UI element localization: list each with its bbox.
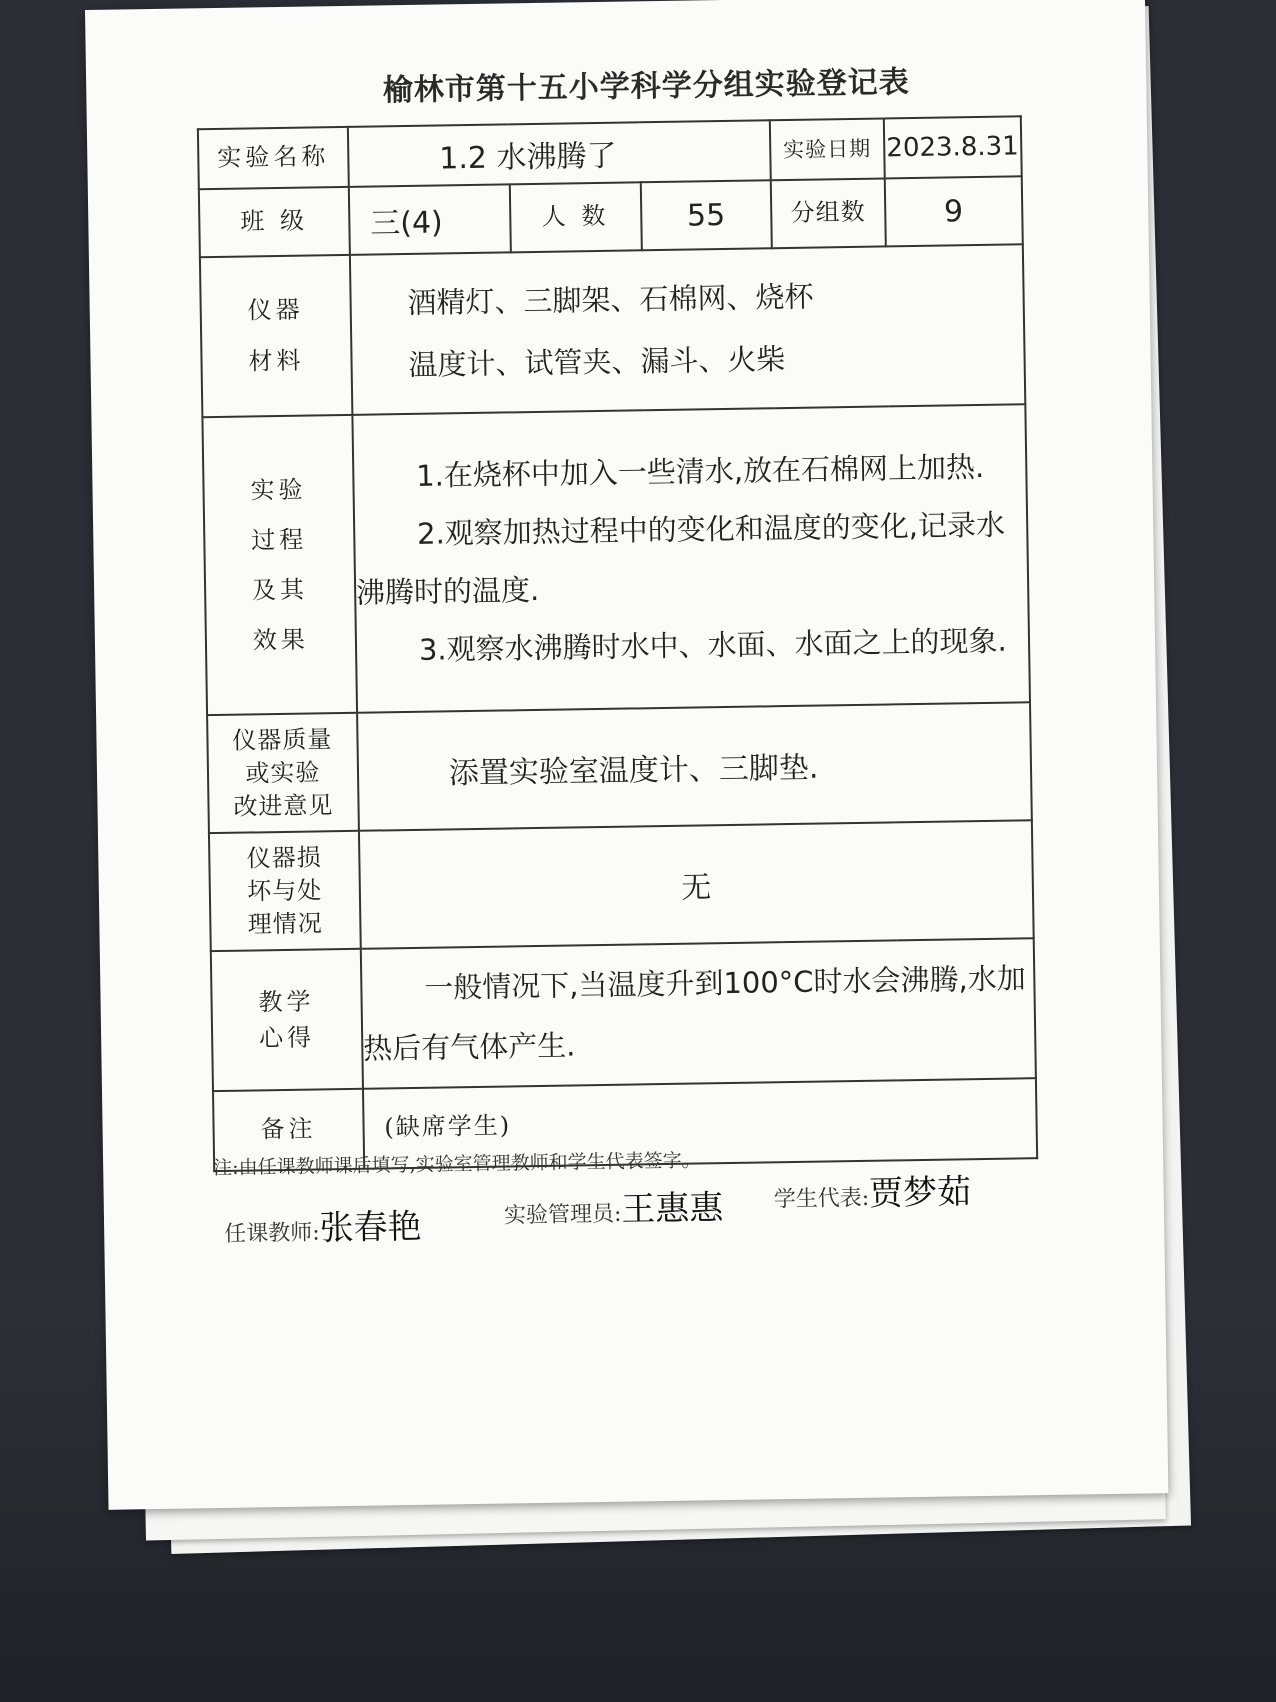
procedure-step-2: 2.观察加热过程中的变化和温度的变化,记录水沸腾时的温度. <box>355 507 1006 610</box>
label-quality-line3: 改进意见 <box>233 790 334 821</box>
label-quality-line2: 或实验 <box>245 757 321 788</box>
value-student-count: 55 <box>640 180 772 250</box>
procedure-step-3: 3.观察水沸腾时水中、水面、水面之上的现象. <box>418 623 1008 667</box>
row-equipment <box>200 244 1025 417</box>
row-reflection <box>211 938 1036 1091</box>
label-equipment-line1: 仪器 <box>247 295 304 325</box>
label-procedure-line2: 过程 <box>251 525 308 555</box>
student-label: 学生代表: <box>773 1185 870 1213</box>
label-reflection-line2: 心得 <box>258 1023 316 1053</box>
form-title: 榆林市第十五小学科学分组实验登记表 <box>382 65 911 109</box>
label-equipment <box>200 255 352 417</box>
value-reflection: 一般情况下,当温度升到100°C时水会沸腾,水加热后有气体产生. <box>361 938 1036 1089</box>
label-experiment-date: 实验日期 <box>770 118 884 180</box>
label-damage-line3: 理情况 <box>247 908 323 939</box>
equipment-line-2: 温度计、试管夹、漏斗、火柴 <box>408 342 786 382</box>
row-damage <box>209 820 1034 951</box>
value-experiment-date: 2023.8.31 <box>883 116 1021 178</box>
footer-note: 注:由任课教师课后填写,实验室管理教师和学生代表签字。 <box>213 1149 701 1180</box>
admin-label: 实验管理员: <box>503 1201 622 1229</box>
label-reflection <box>211 949 363 1091</box>
label-quality-line1: 仪器质量 <box>232 724 333 755</box>
registration-form-sheet <box>85 0 1168 1510</box>
teacher-label: 任课教师: <box>224 1220 320 1247</box>
experiment-form-table <box>197 115 1038 1172</box>
value-group-count: 9 <box>884 176 1022 246</box>
label-class: 班 级 <box>199 187 350 257</box>
student-signature <box>773 1164 971 1216</box>
value-class: 三(4) <box>349 184 511 255</box>
value-remarks: (缺席学生) <box>363 1078 1037 1169</box>
label-remarks: 备注 <box>213 1089 364 1171</box>
value-experiment-name: 1.2 水沸腾了 <box>348 120 771 187</box>
teacher-signature <box>224 1199 422 1251</box>
row-procedure <box>202 404 1030 715</box>
teacher-name: 张春艳 <box>319 1206 422 1249</box>
student-name: 贾梦茹 <box>868 1172 972 1214</box>
row-quality <box>207 702 1032 833</box>
value-equipment <box>350 244 1026 415</box>
admin-name: 王惠惠 <box>621 1188 724 1230</box>
procedure-step-1: 1.在烧杯中加入一些清水,放在石棉网上加热. <box>415 449 985 493</box>
label-group-count: 分组数 <box>771 178 886 248</box>
label-damage-line2: 坏与处 <box>247 875 323 906</box>
label-equipment-line2: 材料 <box>248 346 305 376</box>
label-procedure-line3: 及其 <box>251 575 309 605</box>
label-damage-line1: 仪器损 <box>246 842 322 873</box>
admin-signature <box>503 1180 723 1232</box>
label-reflection-line1: 教学 <box>258 987 315 1017</box>
label-experiment-name: 实验名称 <box>198 127 349 189</box>
value-procedure <box>352 404 1030 713</box>
row-class-info <box>199 176 1023 257</box>
label-student-count: 人 数 <box>510 182 642 252</box>
value-quality: 添置实验室温度计、三脚垫. <box>357 702 1032 831</box>
label-procedure-line1: 实验 <box>250 475 307 505</box>
value-damage: 无 <box>359 820 1034 949</box>
label-procedure <box>202 415 356 715</box>
label-procedure-line4: 效果 <box>252 625 310 655</box>
label-quality <box>207 713 359 833</box>
equipment-line-1: 酒精灯、三脚架、石棉网、烧杯 <box>407 279 814 320</box>
label-damage <box>209 831 361 951</box>
signature-area <box>214 1172 1055 1249</box>
